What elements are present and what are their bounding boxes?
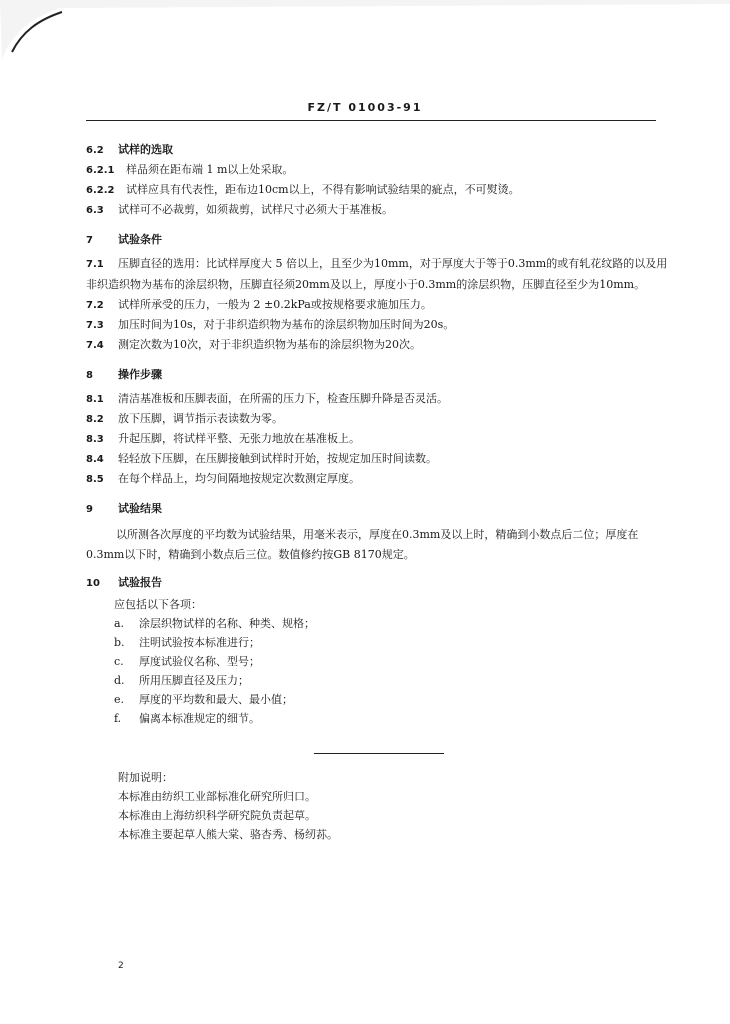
clause-text: 加压时间为10s，对于非织造织物为基布的涂层织物加压时间为20s。: [118, 318, 455, 331]
page-number: 2: [118, 961, 124, 971]
section-number: 10: [86, 578, 100, 589]
clause-text: 试样所承受的压力，一般为 2 ±0.2kPa或按规格要求施加压力。: [118, 298, 432, 311]
clause-8-2: [86, 409, 670, 429]
section-title: 试验报告: [118, 576, 162, 589]
clause-text: 在每个样品上，均匀间隔地按规定次数测定厚度。: [118, 472, 360, 485]
clause-8-4: [86, 449, 670, 469]
list-item-text: 所用压脚直径及压力；: [139, 674, 249, 687]
section-title: 试验结果: [118, 502, 162, 515]
clause-number: 8.5: [86, 474, 104, 485]
clause-number: 6.3: [86, 205, 104, 216]
list-item-text: 厚度的平均数和最大、最小值；: [139, 693, 293, 706]
notes-line: 本标准主要起草人熊大棠、骆杏秀、杨纫荪。: [118, 828, 338, 841]
standard-code-header: FZ/T 01003-91: [307, 101, 423, 114]
section-number: 9: [86, 504, 93, 515]
section-number: 6.2: [86, 145, 104, 156]
clause-text: 测定次数为10次，对于非织造织物为基布的涂层织物为20次。: [118, 338, 421, 351]
list-item: [86, 690, 670, 709]
clause-text: 压脚直径的选用：比试样厚度大 5 倍以上，且至少为10mm，对于厚度大于等于0.3mm的或有轧花纹路的以及用非织造织物为基布的涂层织物，压脚直径须20mm及以上，厚度小于0.3mm的涂层织物，压脚直径至少为10mm。: [86, 257, 668, 291]
clause-number: 7.2: [86, 300, 104, 311]
clause-number: 7.1: [86, 259, 104, 270]
list-item-label: d.: [114, 674, 125, 687]
list-item: [86, 652, 670, 671]
clause-6-3: [86, 200, 670, 220]
notes-line: 本标准由纺织工业部标准化研究所归口。: [118, 790, 316, 803]
header-rule: [86, 120, 656, 121]
clause-number: 8.1: [86, 394, 104, 405]
section-6-2-heading: [86, 140, 670, 160]
list-item-label: e.: [114, 693, 125, 706]
clause-6-2-1: [86, 160, 670, 180]
list-item-label: a.: [114, 617, 125, 630]
clause-number: 7.4: [86, 340, 104, 351]
clause-text: 试样应具有代表性，距布边10cm以上，不得有影响试验结果的疵点，不可熨烫。: [126, 183, 520, 196]
section-10-heading: [86, 573, 670, 593]
clause-8-1: [86, 389, 670, 409]
list-item: [86, 633, 670, 652]
clause-number: 8.2: [86, 414, 104, 425]
clause-7-2: [86, 295, 670, 315]
section-number: 7: [86, 235, 93, 246]
section-title: 试验条件: [118, 233, 162, 246]
clause-8-5: [86, 469, 670, 489]
list-item-text: 注明试验按本标准进行；: [139, 636, 260, 649]
clause-number: 7.3: [86, 320, 104, 331]
section-title: 操作步骤: [118, 368, 162, 381]
clause-text: 放下压脚，调节指示表读数为零。: [118, 412, 283, 425]
list-item-text: 厚度试验仪名称、型号；: [139, 655, 260, 668]
section-7-heading: [86, 230, 670, 250]
clause-text: 样品须在距布端 1 m以上处采取。: [126, 163, 294, 176]
clause-text: 升起压脚，将试样平整、无张力地放在基准板上。: [118, 432, 360, 445]
section-number: 8: [86, 370, 93, 381]
section-9-heading: [86, 499, 670, 519]
clause-number: 6.2.2: [86, 185, 115, 196]
notes-line: 本标准由上海纺织科学研究院负责起草。: [118, 809, 316, 822]
end-rule: [314, 753, 444, 754]
list-item: [86, 671, 670, 690]
clause-7-3: [86, 315, 670, 335]
clause-6-2-2: [86, 180, 670, 200]
list-item-label: b.: [114, 636, 125, 649]
clause-7-4: [86, 335, 670, 355]
additional-notes: [118, 768, 338, 844]
document-body: [86, 140, 670, 728]
section-title: 试样的选取: [118, 143, 173, 156]
clause-text: 清洁基准板和压脚表面，在所需的压力下，检查压脚升降是否灵活。: [118, 392, 448, 405]
results-paragraph: 以所测各次厚度的平均数为试验结果，用毫米表示，厚度在0.3mm及以上时，精确到小数点后二位；厚度在0.3mm以下时，精确到小数点后三位。数值修约按GB 8170规定。: [86, 528, 639, 561]
clause-7-1: [86, 254, 670, 295]
list-item-label: c.: [114, 655, 124, 668]
clause-text: 轻轻放下压脚，在压脚接触到试样时开始，按规定加压时间读数。: [118, 452, 437, 465]
clause-number: 6.2.1: [86, 165, 115, 176]
clause-number: 8.3: [86, 434, 104, 445]
list-item: [86, 709, 670, 728]
notes-title: 附加说明：: [118, 771, 173, 784]
list-item-label: f.: [114, 712, 122, 725]
list-item-text: 偏离本标准规定的细节。: [139, 712, 260, 725]
clause-text: 试样可不必裁剪，如须裁剪，试样尺寸必须大于基准板。: [118, 203, 393, 216]
section-8-heading: [86, 365, 670, 385]
list-item: [86, 614, 670, 633]
report-intro: 应包括以下各项：: [114, 598, 202, 611]
clause-number: 8.4: [86, 454, 104, 465]
scan-edge-mark: [0, 0, 730, 60]
list-item-text: 涂层织物试样的名称、种类、规格；: [139, 617, 315, 630]
clause-8-3: [86, 429, 670, 449]
